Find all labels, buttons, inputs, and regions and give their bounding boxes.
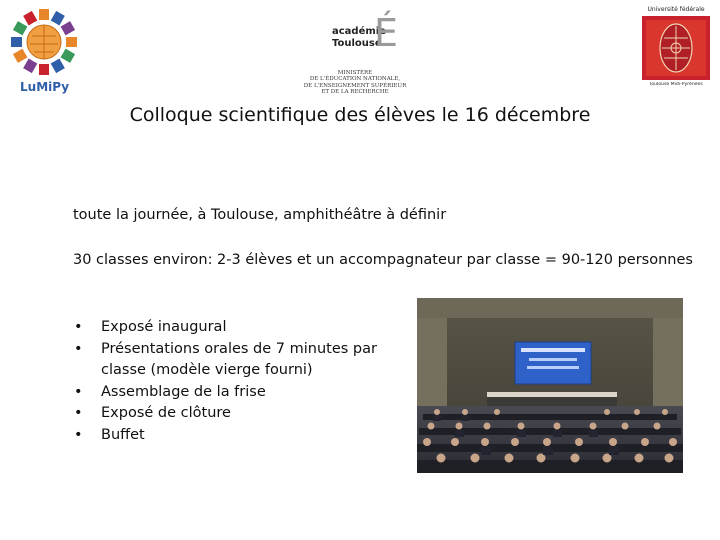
- bullet-dot: •: [74, 340, 83, 357]
- academie-toulouse-logo: [300, 8, 410, 98]
- list-item-text: Exposé de clôture: [101, 405, 231, 421]
- ministere-line: DE L'ENSEIGNEMENT SUPÉRIEUR: [303, 82, 407, 89]
- academie-line2: Toulouse: [332, 38, 382, 49]
- universite-top-text: Université fédérale: [647, 6, 705, 13]
- bullet-dot: •: [74, 405, 83, 421]
- bullet-dot: •: [74, 319, 83, 335]
- list-item-text: Buffet: [101, 426, 145, 443]
- university-seal-icon: [642, 16, 710, 80]
- ministere-text: [300, 70, 410, 95]
- academie-e-letter: É: [374, 11, 399, 55]
- list-item: [72, 317, 392, 339]
- bullet-dot: •: [74, 383, 83, 400]
- lumipy-logo: [8, 8, 80, 94]
- ministere-line: ET DE LA RECHERCHE: [321, 88, 389, 95]
- info-line-participants: 30 classes environ: 2-3 élèves et un accompagnateur par classe = 90-120 personnes: [73, 252, 693, 268]
- list-item-text: Exposé inaugural: [101, 319, 227, 335]
- universite-bottom-text: Toulouse Midi-Pyrénées: [649, 82, 703, 87]
- list-item: [72, 382, 392, 404]
- program-list: [72, 317, 392, 446]
- academie-line1: académie: [332, 26, 386, 37]
- conference-hall-photo: [417, 298, 683, 473]
- list-item-text: Assemblage de la frise: [101, 383, 266, 400]
- ministere-line: MINISTÈRE: [337, 70, 373, 76]
- lumipy-logo-text: LuMiPy: [20, 80, 70, 94]
- list-item: [72, 403, 392, 425]
- universite-federale-logo: [640, 4, 712, 90]
- bullet-dot: •: [74, 426, 83, 443]
- list-item-text: Présentations orales de 7 minutes par classe (modèle vierge fourni): [101, 340, 377, 378]
- info-line-location: toute la journée, à Toulouse, amphithéâtre à définir: [73, 207, 447, 223]
- list-item: [72, 339, 392, 382]
- page-title: Colloque scientifique des élèves le 16 décembre: [129, 104, 591, 126]
- conference-hall-illustration: [417, 298, 683, 473]
- list-item: [72, 425, 392, 447]
- ministere-line: DE L'ÉDUCATION NATIONALE,: [309, 76, 401, 83]
